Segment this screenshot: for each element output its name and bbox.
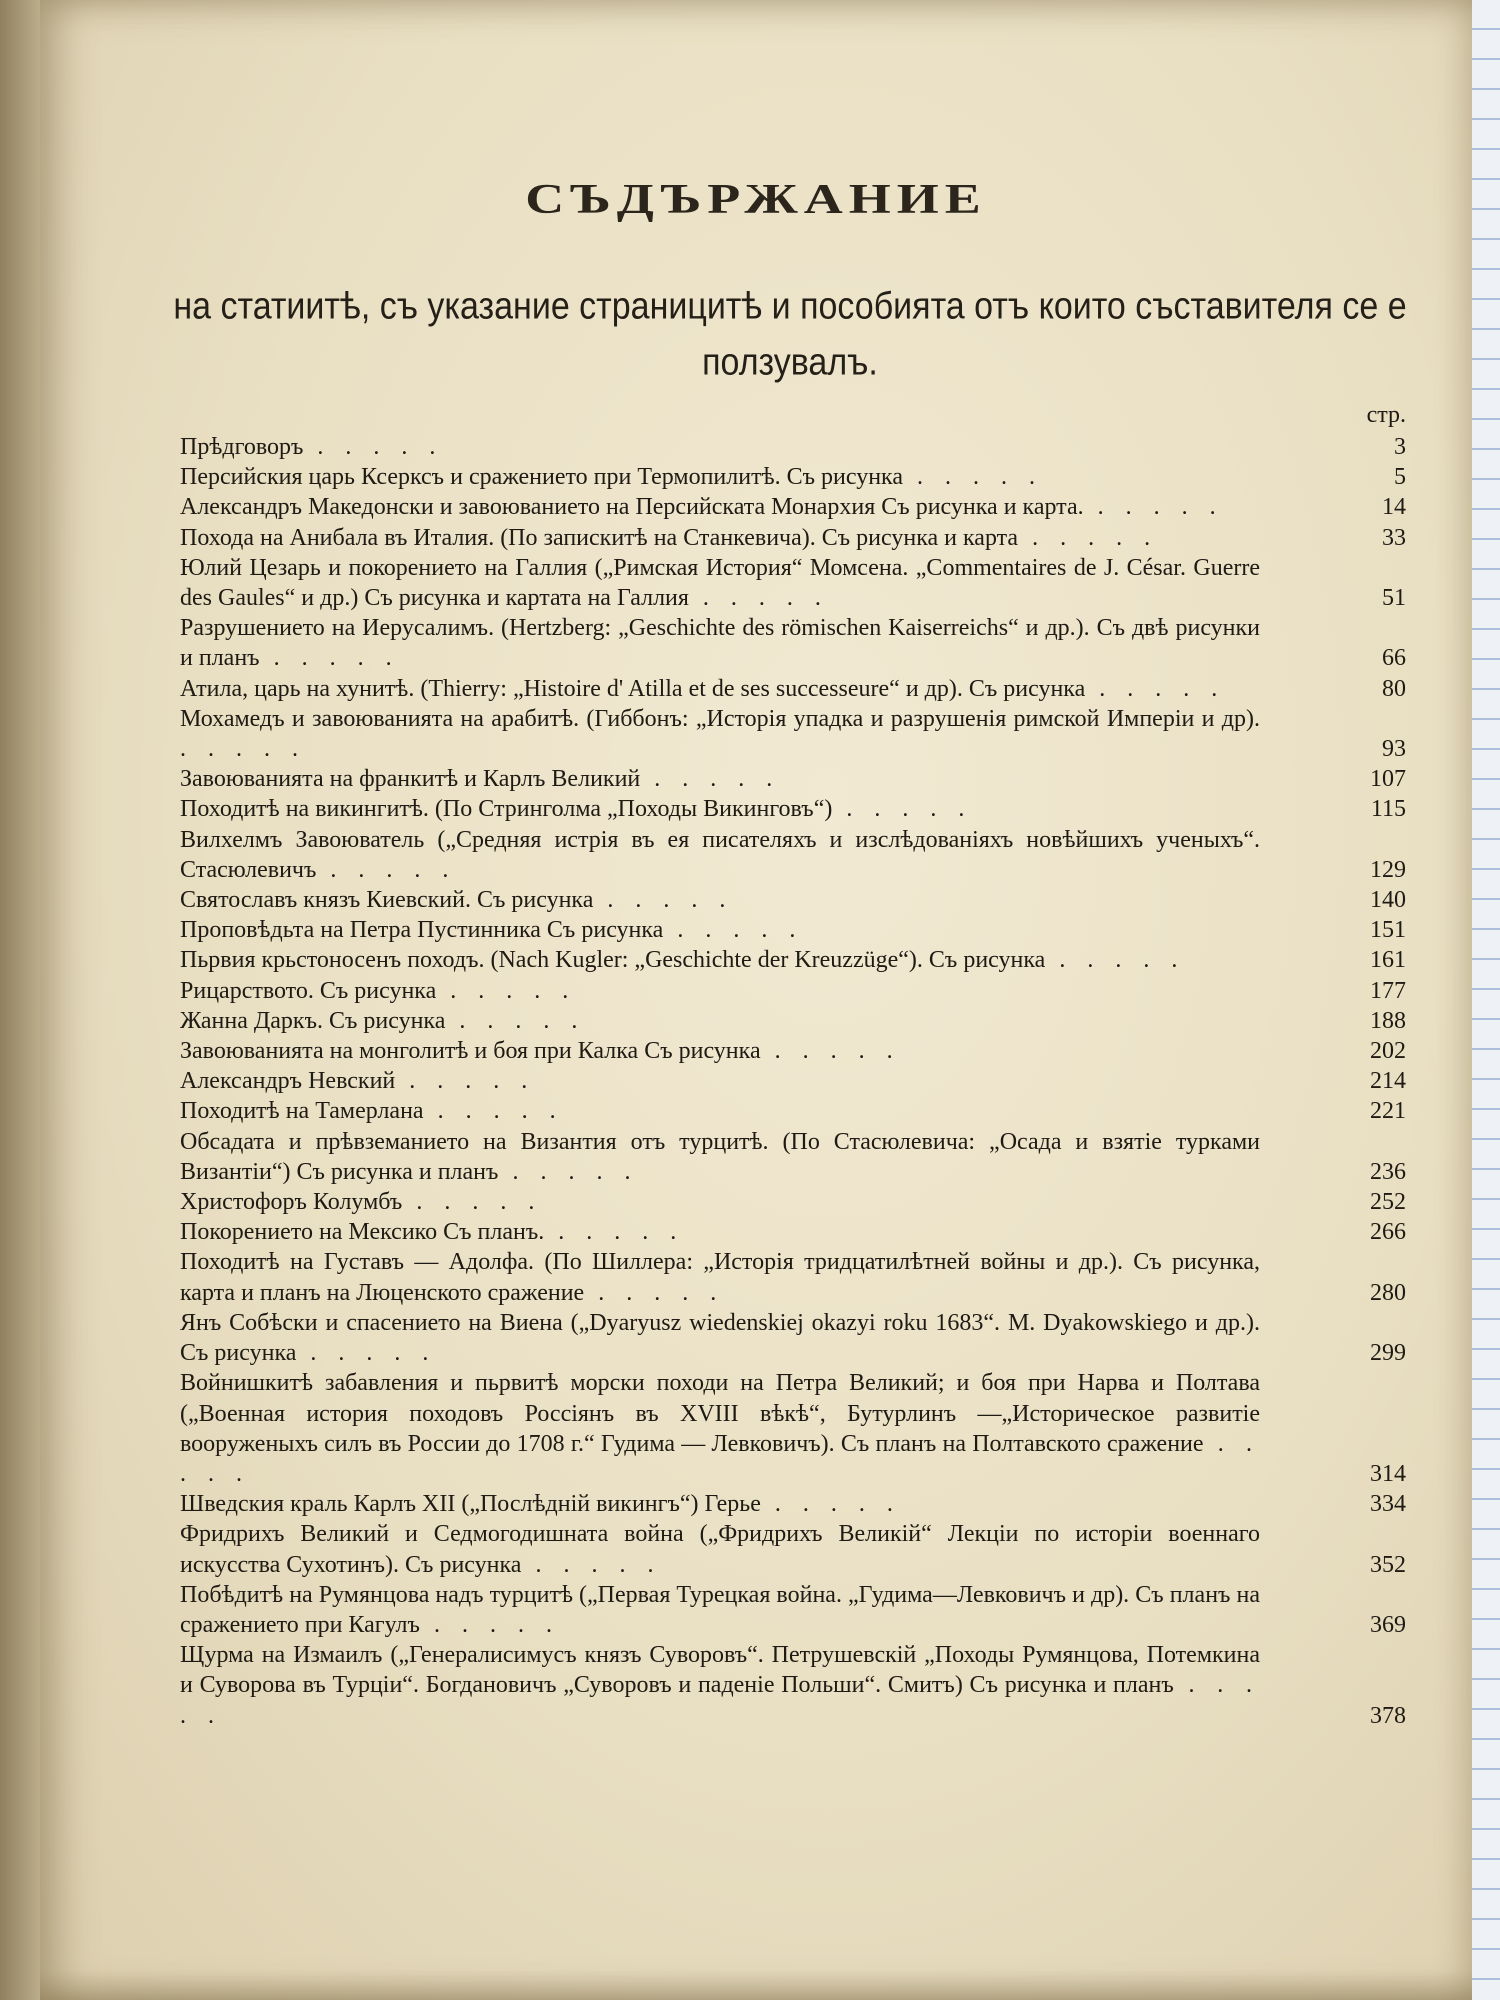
toc-entry-page: 5 xyxy=(1394,464,1406,491)
leader-dots: . . . . . xyxy=(180,736,306,763)
toc-entry-page: 129 xyxy=(1370,856,1406,883)
leader-dots: . . . . . xyxy=(688,585,829,612)
leader-dots: . . . . . xyxy=(663,917,804,944)
toc-entry xyxy=(180,1519,1406,1579)
toc-entry-page: 33 xyxy=(1382,524,1406,551)
toc-entry xyxy=(180,1489,1406,1519)
toc-entry-page: 115 xyxy=(1370,796,1406,823)
notebook-edge xyxy=(1472,0,1500,2000)
toc-entry-title: Пьрвия крьстоносенъ походъ. (Nach Kugler: „Geschichte der Kreuzzüge“). Съ рисунка . . . . . xyxy=(180,947,1186,974)
toc-entry xyxy=(180,1036,1406,1066)
leader-dots: . . . . . xyxy=(521,1551,662,1578)
toc-entry xyxy=(180,1187,1406,1217)
toc-entry-page: 266 xyxy=(1370,1219,1406,1246)
toc-entry-title: Походитѣ на Густавъ — Адолфа. (По Шиллера: „Исторія тридцатилѣтней войны и др.). Съ рисунка, карта и планъ на Люценското сражение . . . . . xyxy=(180,1249,1260,1306)
leader-dots: . . . . . xyxy=(419,1611,560,1638)
toc-entry-page: 334 xyxy=(1370,1491,1406,1518)
toc-entry-page: 151 xyxy=(1370,917,1406,944)
toc-entry-page: 202 xyxy=(1370,1038,1406,1065)
toc-entry-page: 236 xyxy=(1370,1158,1406,1185)
toc-entry-title: Проповѣдьта на Петра Пустинника Съ рисунка . . . . . xyxy=(180,917,804,944)
toc-entry-page: 280 xyxy=(1370,1279,1406,1306)
toc-entry xyxy=(180,915,1406,945)
toc-entry xyxy=(180,885,1406,915)
toc-entry-title: Янъ Собѣски и спасението на Виена („Dyaryusz wiedenskiej okazyi roku 1683“. M. Dyakowskiego и др.). Съ рисунка . . . . . xyxy=(180,1309,1260,1367)
page-column-label: стр. xyxy=(1366,402,1406,428)
toc-entry-page: 252 xyxy=(1370,1189,1406,1216)
leader-dots: . . . . . xyxy=(423,1098,564,1125)
toc-entry-title: Войнишкитѣ забавления и пьрвитѣ морски походи на Петра Великий; и боя при Нарва и Полтава („Военная история походовъ Россіянъ въ XVIII вѣкѣ“, Бутурлинъ —„Историческое развитіе вооруженыхъ силъ въ России до 1708 г.“ Гудима — Левковичъ). Съ планъ на Полтавското сражение . . . . . xyxy=(180,1370,1261,1487)
toc-entry xyxy=(180,1308,1406,1368)
toc-entry-page: 221 xyxy=(1370,1098,1406,1125)
toc-entry-title: Походитѣ на викингитѣ. (По Стринголма „Походы Викинговъ“) . . . . . xyxy=(180,796,973,823)
toc-entry-page: 314 xyxy=(1370,1460,1406,1487)
page-bottom-shadow xyxy=(40,1970,1472,2000)
toc-entry-title: Прѣдговоръ . . . . . xyxy=(180,434,444,460)
toc-entry-title: Шведския краль Карлъ XII („Послѣдній викингъ“) Герье . . . . . xyxy=(180,1491,901,1518)
leader-dots: . . . . . xyxy=(436,977,577,1004)
toc-entry-page: 177 xyxy=(1370,977,1406,1004)
toc-entry xyxy=(180,1580,1406,1640)
toc-entry-title: Христофоръ Колумбъ . . . . . xyxy=(180,1189,543,1216)
toc-entry xyxy=(180,945,1406,975)
toc-entry-title: Юлий Цезарь и покорението на Галлия („Римская История“ Момсена. „Commentaires de J. César. Guerre des Gaules“ и др.) Съ рисунка и картата на Галлия . . . . . xyxy=(180,554,1260,612)
toc-entry xyxy=(180,462,1406,492)
leader-dots: . . . . . xyxy=(760,1491,901,1518)
toc-entry xyxy=(180,976,1406,1006)
toc-entry-title: Завоюванията на франкитѣ и Карлъ Великий . . . . . xyxy=(180,766,781,793)
leader-dots: . . . . . xyxy=(832,796,973,823)
leader-dots: . . . . . xyxy=(402,1189,543,1216)
leader-dots: . . . . . xyxy=(296,1340,437,1367)
toc-entry xyxy=(180,553,1406,613)
toc-entry-page: 299 xyxy=(1370,1340,1406,1367)
toc-entry-page: 140 xyxy=(1370,887,1406,914)
leader-dots: . . . . . xyxy=(1045,947,1186,974)
toc-entry-page: 51 xyxy=(1382,585,1406,612)
toc-entry-title: Александръ Невский . . . . . xyxy=(180,1068,536,1095)
toc-entry xyxy=(180,432,1406,462)
toc-entry-title: Александръ Македонски и завоюванието на Персийската Монархия Съ рисунка и карта. . . . . . xyxy=(180,494,1224,521)
page-subtitle: на статиитѣ, съ указание страницитѣ и пособията отъ които съставителя се е ползувалъ. xyxy=(173,284,1407,384)
toc-entry-title: Персийския царь Ксерксъ и сражението при Термопилитѣ. Съ рисунка . . . . . xyxy=(180,464,1043,491)
toc-entry-page: 369 xyxy=(1370,1611,1406,1638)
toc-entry-page: 14 xyxy=(1382,494,1406,521)
toc-entry xyxy=(180,794,1406,824)
toc-entry-page: 93 xyxy=(1382,736,1406,763)
toc-entry-title: Мохамедъ и завоюванията на арабитѣ. (Гиббонъ: „Исторія упадка и разрушенія римской Имперіи и др). . . . . . xyxy=(180,705,1260,763)
toc-entry xyxy=(180,1217,1406,1247)
page-title: СЪДЪРЖАНИЕ xyxy=(525,175,987,223)
toc-entry-title: Походитѣ на Тамерлана . . . . . xyxy=(180,1098,564,1125)
toc-entry xyxy=(180,492,1406,522)
toc-entry-title: Разрушението на Иерусалимъ. (Hertzberg: „Geschichte des römischen Kaiserreichs“ и др.). Съ двѣ рисунки и планъ . . . . . xyxy=(180,615,1260,672)
toc-entry-title: Покорението на Мексико Съ планъ. . . . . . xyxy=(180,1219,685,1246)
leader-dots: . . . . . xyxy=(903,464,1043,491)
toc-entry xyxy=(180,523,1406,553)
leader-dots: . . . . . xyxy=(544,1219,685,1246)
leader-dots: . . . . . xyxy=(395,1068,536,1095)
toc-entry xyxy=(180,1127,1406,1187)
toc-entry xyxy=(180,1066,1406,1096)
leader-dots: . . . . . xyxy=(303,434,444,460)
toc-entry-page: 161 xyxy=(1370,947,1406,974)
leader-dots: . . . . . xyxy=(1018,524,1159,551)
leader-dots: . . . . . xyxy=(259,645,400,672)
leader-dots: . . . . . xyxy=(593,887,734,914)
toc-entry-page: 214 xyxy=(1370,1068,1406,1095)
leader-dots: . . . . . xyxy=(180,1672,1261,1729)
toc-entry-title: Завоюванията на монголитѣ и боя при Калка Съ рисунка . . . . . xyxy=(180,1038,901,1065)
toc-entry-page: 66 xyxy=(1382,645,1406,672)
toc-entry-title: Святославъ князъ Киевский. Съ рисунка . . . . . xyxy=(180,887,734,914)
toc-entry xyxy=(180,1640,1406,1731)
toc-entry xyxy=(180,1006,1406,1036)
toc-entry-page: 80 xyxy=(1382,675,1406,702)
toc-entry-title: Жанна Даркъ. Съ рисунка . . . . . xyxy=(180,1007,586,1034)
leader-dots: . . . . . xyxy=(1085,675,1226,702)
toc-entry xyxy=(180,674,1406,704)
toc-entry xyxy=(180,1368,1406,1489)
toc-entry xyxy=(180,764,1406,794)
toc-entry-title: Рицарството. Съ рисунка . . . . . xyxy=(180,977,577,1004)
toc-entry-title: Похода на Анибала въ Италия. (По запискитѣ на Станкевича). Съ рисунка и карта . . . . . xyxy=(180,524,1159,551)
book-page xyxy=(40,0,1472,2000)
toc-entry xyxy=(180,825,1406,885)
toc-entry-title: Обсадата и прѣвземанието на Византия отъ турцитѣ. (По Стасюлевича: „Осада и взятіе турками Византіи“) Съ рисунка и планъ . . . . . xyxy=(180,1128,1260,1185)
leader-dots: . . . . . xyxy=(640,766,781,793)
toc-entry xyxy=(180,1096,1406,1126)
toc-entry-title: Вилхелмъ Завоюватель („Средняя истрія въ ея писателяхъ и изслѣдованіяхъ новѣйшихъ ученыхъ“. Стасюлевичъ . . . . . xyxy=(180,826,1260,883)
toc-entry xyxy=(180,613,1406,673)
toc-entry-title: Фридрихъ Великий и Седмогодишната война („Фридрихъ Великій“ Лекціи по исторіи военнаго искусства Сухотинъ). Съ рисунка . . . . . xyxy=(180,1521,1260,1578)
leader-dots: . . . . . xyxy=(584,1279,725,1306)
toc-entry-page: 3 xyxy=(1394,434,1406,460)
toc-entry xyxy=(180,704,1406,764)
leader-dots: . . . . . xyxy=(180,1430,1261,1487)
leader-dots: . . . . . xyxy=(498,1158,639,1185)
toc-entry-page: 107 xyxy=(1370,766,1406,793)
toc-entry-page: 378 xyxy=(1370,1702,1406,1729)
toc-entry-title: Побѣдитѣ на Румянцова надъ турцитѣ („Первая Турецкая война. „Гудима—Левковичъ и др). Съ планъ на сражението при Кагулъ . . . . . xyxy=(180,1581,1260,1638)
toc-entry-page: 188 xyxy=(1370,1007,1406,1034)
toc-list xyxy=(180,432,1406,1731)
toc-entry-title: Атила, царь на хунитѣ. (Thierry: „Histoire d' Atilla et de ses successeure“ и др). Съ рисунка . . . . . xyxy=(180,675,1226,702)
toc-entry-title: Щурма на Измаилъ („Генералисимусъ князъ Суворовъ“. Петрушевскій „Походы Румянцова, Потемкина и Суворова въ Турціи“. Богдановичъ „Суворовъ и паденіе Польши“. Смитъ) Съ рисунка и планъ . . . . . xyxy=(180,1642,1261,1729)
leader-dots: . . . . . xyxy=(760,1038,901,1065)
toc-entry-page: 352 xyxy=(1370,1551,1406,1578)
table-of-contents xyxy=(180,402,1406,1731)
leader-dots: . . . . . xyxy=(1083,494,1224,521)
leader-dots: . . . . . xyxy=(316,856,457,883)
toc-entry xyxy=(180,1247,1406,1307)
leader-dots: . . . . . xyxy=(445,1007,586,1034)
